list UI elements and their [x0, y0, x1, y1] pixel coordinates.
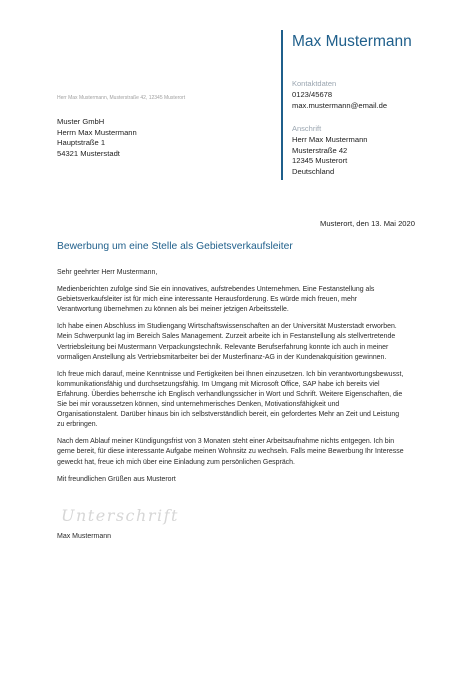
recipient-line: Hauptstraße 1	[57, 138, 106, 148]
recipient-line: Herrn Max Mustermann	[57, 127, 137, 137]
contact-label: Kontaktdaten	[292, 79, 337, 88]
body-paragraph	[57, 437, 417, 467]
body-line: vormaligen Anstellung als Vertriebsmitarbeiter bei der Musterfinanz-AG in der Kundenakquisition gewinnen.	[57, 353, 387, 361]
address-line: Herr Max Mustermann	[292, 135, 368, 144]
body-line: Medienberichten zufolge sind Sie ein innovatives, aufstrebendes Unternehmen. Eine Festanstellung als	[57, 286, 375, 294]
body-line: Sie bei mir voraussetzen können, sind unternehmerisches Denken, Motivationsfähigkeit und	[57, 401, 340, 409]
contact-block	[292, 89, 387, 110]
address-label: Anschrift	[292, 124, 322, 133]
closing: Mit freundlichen Grüßen aus Musterort	[57, 475, 176, 483]
sender-return-line: Herr Max Mustermann, Musterstraße 42, 12345 Musterort	[57, 95, 186, 101]
applicant-name: Max Mustermann	[292, 33, 412, 50]
body-line: geweckt hat, freue ich mich über eine Einladung zum persönlichen Gespräch.	[57, 458, 295, 466]
contact-phone: 0123/45678	[292, 90, 333, 99]
body-line: Vertriebsleitung bei Mustermann Verpackungstechnik. Relevante Berufserfahrung konnte ich auch in meiner	[57, 343, 389, 351]
body-line: Nach dem Ablauf meiner Kündigungsfrist von 3 Monaten steht einer Arbeitsaufnahme nichts entgegen. Ich bin	[57, 438, 395, 446]
body-paragraph	[57, 285, 417, 315]
body-line: Gebietsverkaufsleiter ist für mich eine interessante Herausforderung. Es würde mich freuen, mehr	[57, 296, 357, 304]
recipient-address	[57, 117, 137, 159]
letter-date: Musterort, den 13. Mai 2020	[320, 219, 415, 228]
address-line: 12345 Musterort	[292, 156, 348, 166]
salutation: Sehr geehrter Herr Mustermann,	[57, 269, 158, 276]
recipient-line: 54321 Musterstadt	[57, 148, 120, 158]
body-line: kommunikationsfähig und durchsetzungsfähig. Im Umgang mit Microsoft Office, SAP habe ich bereits viel	[57, 380, 380, 388]
address-line: Deutschland	[292, 166, 335, 176]
address-block	[292, 134, 368, 176]
body-line: Erfahrung. Überdies beherrsche ich Englisch verhandlungssicher in Wort und Schrift. Weitere Eigenschaften, die	[57, 390, 403, 398]
body-line: Ich habe einen Abschluss im Studiengang Wirtschaftswissenschaften an der Universität Musterstadt erworben.	[57, 323, 397, 331]
letter-subject: Bewerbung um eine Stelle als Gebietsverkaufsleiter	[57, 241, 293, 252]
body-line: Mein Schwerpunkt lag im Bereich Sales Management. Zurzeit arbeite ich in Festanstellung als stellvertretende	[57, 333, 396, 341]
letter-body	[57, 268, 417, 485]
body-line: zu erbringen.	[57, 421, 98, 429]
accent-bar	[281, 30, 283, 180]
contact-email[interactable]: max.mustermann@email.de	[292, 100, 388, 110]
body-paragraph	[57, 322, 417, 362]
recipient-line: Muster GmbH	[57, 117, 105, 126]
signature-name: Max Mustermann	[57, 533, 112, 540]
body-line: Verantwortung übernehmen zu können als bei meiner jetzigen Arbeitsstelle.	[57, 306, 289, 314]
signature: Unterschrift	[61, 506, 179, 525]
address-line: Musterstraße 42	[292, 145, 348, 155]
body-line: Organisationstalent. Darüber hinaus bin ich selbstverständlich bereit, ein gefordertes Mehr an Zeit und Leistung	[57, 411, 400, 419]
body-line: Ich freue mich darauf, meine Kenntnisse und Fertigkeiten bei Ihnen einzusetzen. Ich bin verantwortungsbewusst,	[57, 370, 404, 378]
body-paragraph	[57, 370, 417, 431]
body-line: gerne bereit, für diese interessante Aufgabe meinen Wohnsitz zu wechseln. Falls meine Bewerbung Ihr Interesse	[57, 448, 404, 456]
